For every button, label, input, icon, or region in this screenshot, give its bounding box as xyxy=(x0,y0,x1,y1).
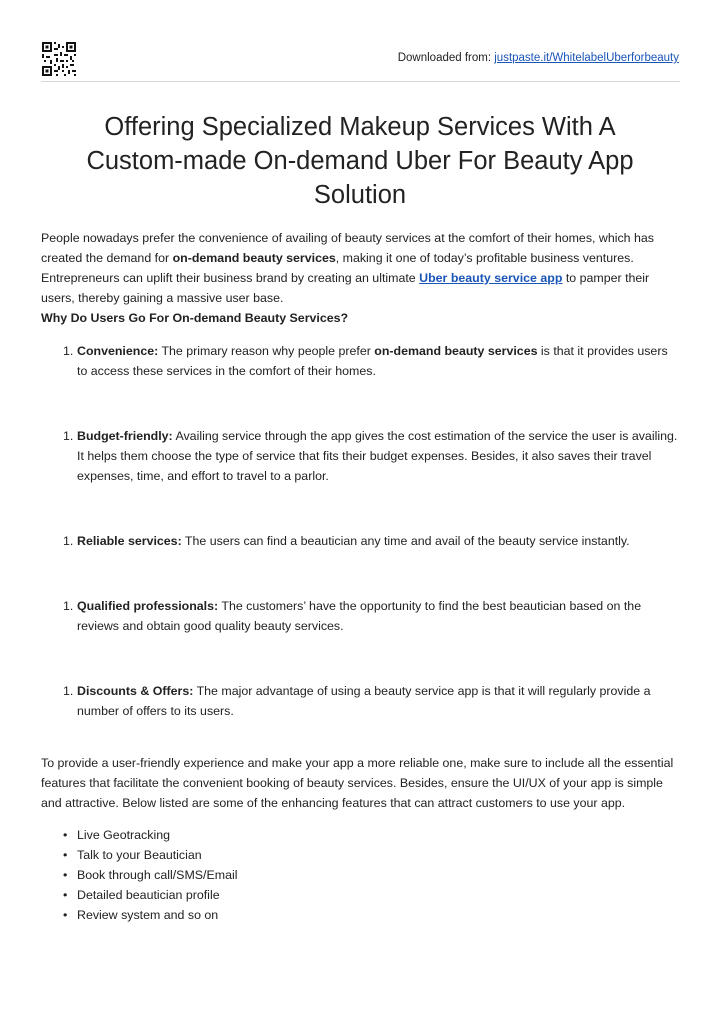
numbered-item xyxy=(41,596,681,636)
item-label: Reliable services: xyxy=(77,534,182,548)
list-item: • Book through call/SMS/Email xyxy=(41,865,681,885)
closing-paragraph: To provide a user-friendly experience and make your app a more reliable one, make sure to include all the essential features that facilitate the convenient booking of beauty services. Besides, ensure the UI/UX of your app is simple and attractive. Below listed are some of the enhancing features that can attract customers to use your app. xyxy=(41,756,674,810)
intro-text-1: People nowadays prefer the convenience of availing of beauty services at the comfort of their homes, which has created the demand for xyxy=(41,231,654,265)
intro-bold: on-demand beauty services xyxy=(172,251,336,265)
item-text: Availing service through the app gives the cost estimation of the service the user is availing. It helps them choose the type of service that fits their budget expenses. Besides, it also saves their travel expenses, time, and effort to travel to a parlor. xyxy=(77,429,678,483)
download-source xyxy=(398,52,679,64)
numbered-item xyxy=(41,426,681,486)
item-label: Qualified professionals: xyxy=(77,599,219,613)
list-item: • Live Geotracking xyxy=(41,825,681,845)
list-marker: 1. xyxy=(63,599,74,613)
download-label: Downloaded from: xyxy=(397,52,495,64)
list-marker: 1. xyxy=(63,684,74,698)
uber-beauty-link[interactable]: Uber beauty service app xyxy=(419,271,563,285)
numbered-item xyxy=(41,531,681,551)
item-label: Budget-friendly: xyxy=(77,429,173,443)
item-label: Convenience: xyxy=(77,344,159,358)
features-list xyxy=(41,825,681,925)
item-bold: on-demand beauty services xyxy=(374,344,538,358)
intro-text-2: , making it one of today’s profitable business ventures. Entrepreneurs can uplift their business brand by creating an ultimate xyxy=(41,251,634,285)
list-marker: 1. xyxy=(63,534,74,548)
item-text-2: is that it provides users to access these services in the comfort of their homes. xyxy=(77,344,668,378)
list-marker: 1. xyxy=(63,429,74,443)
article-body xyxy=(41,228,681,925)
intro-paragraph xyxy=(41,228,681,308)
numbered-item xyxy=(41,681,681,721)
item-text: The customers’ have the opportunity to find the best beautician based on the reviews and obtain good quality beauty services. xyxy=(77,599,642,633)
list-item: • Detailed beautician profile xyxy=(41,885,681,905)
list-marker: 1. xyxy=(63,344,74,358)
item-text: The primary reason why people prefer xyxy=(158,344,375,358)
list-item: • Talk to your Beautician xyxy=(41,845,681,865)
page-header xyxy=(0,0,720,82)
item-label: Discounts & Offers: xyxy=(77,684,194,698)
header-divider xyxy=(41,81,680,82)
intro-text-3: to pamper their users, thereby gaining a massive user base. xyxy=(41,271,650,305)
numbered-item xyxy=(41,341,681,381)
section-subheading: Why Do Users Go For On-demand Beauty Services? xyxy=(41,311,349,325)
list-item: • Review system and so on xyxy=(41,905,681,925)
item-text: The users can find a beautician any time and avail of the beauty service instantly. xyxy=(181,534,630,548)
item-text: The major advantage of using a beauty service app is that it will regularly provide a number of offers to its users. xyxy=(77,684,651,718)
page-title: Offering Specialized Makeup Services With A Custom-made On-demand Uber For Beauty App Solution xyxy=(86,113,634,209)
qr-code-icon xyxy=(42,42,76,76)
download-source-link[interactable]: justpaste.it/WhitelabelUberforbeauty xyxy=(494,52,679,64)
